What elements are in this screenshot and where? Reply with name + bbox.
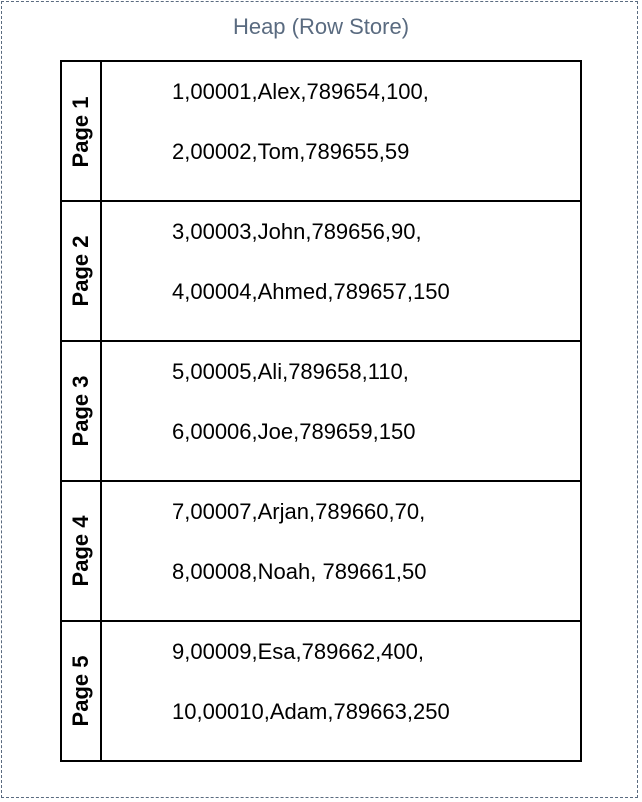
row-record: 8,00008,Noah, 789661,50	[172, 559, 427, 584]
row-record: 4,00004,Ahmed,789657,150	[172, 279, 450, 304]
page-label-cell	[62, 622, 102, 760]
page-4	[62, 480, 580, 620]
row-record: 3,00003,John,789656,90,	[172, 219, 422, 244]
page-label-cell	[62, 62, 102, 202]
page-label: Page 4	[68, 515, 93, 587]
page-label: Page 3	[68, 375, 93, 447]
page-3	[62, 340, 580, 480]
row-record: 5,00005,Ali,789658,110,	[172, 359, 409, 384]
row-record: 6,00006,Joe,789659,150	[172, 419, 416, 444]
page-label-cell	[62, 202, 102, 340]
page-label: Page 2	[68, 235, 93, 307]
heap-title: Heap (Row Store)	[232, 14, 410, 39]
page-1	[62, 62, 580, 202]
row-record: 10,00010,Adam,789663,250	[172, 699, 450, 724]
page-label: Page 1	[68, 96, 93, 168]
row-record: 1,00001,Alex,789654,100,	[172, 79, 429, 104]
row-record: 7,00007,Arjan,789660,70,	[172, 499, 426, 524]
page-label: Page 5	[68, 655, 93, 727]
pages-table	[60, 60, 582, 762]
page-5	[62, 620, 580, 760]
page-2	[62, 200, 580, 340]
page-label-cell	[62, 482, 102, 620]
row-record: 2,00002,Tom,789655,59	[172, 139, 410, 164]
row-record: 9,00009,Esa,789662,400,	[172, 639, 425, 664]
page-label-cell	[62, 342, 102, 480]
